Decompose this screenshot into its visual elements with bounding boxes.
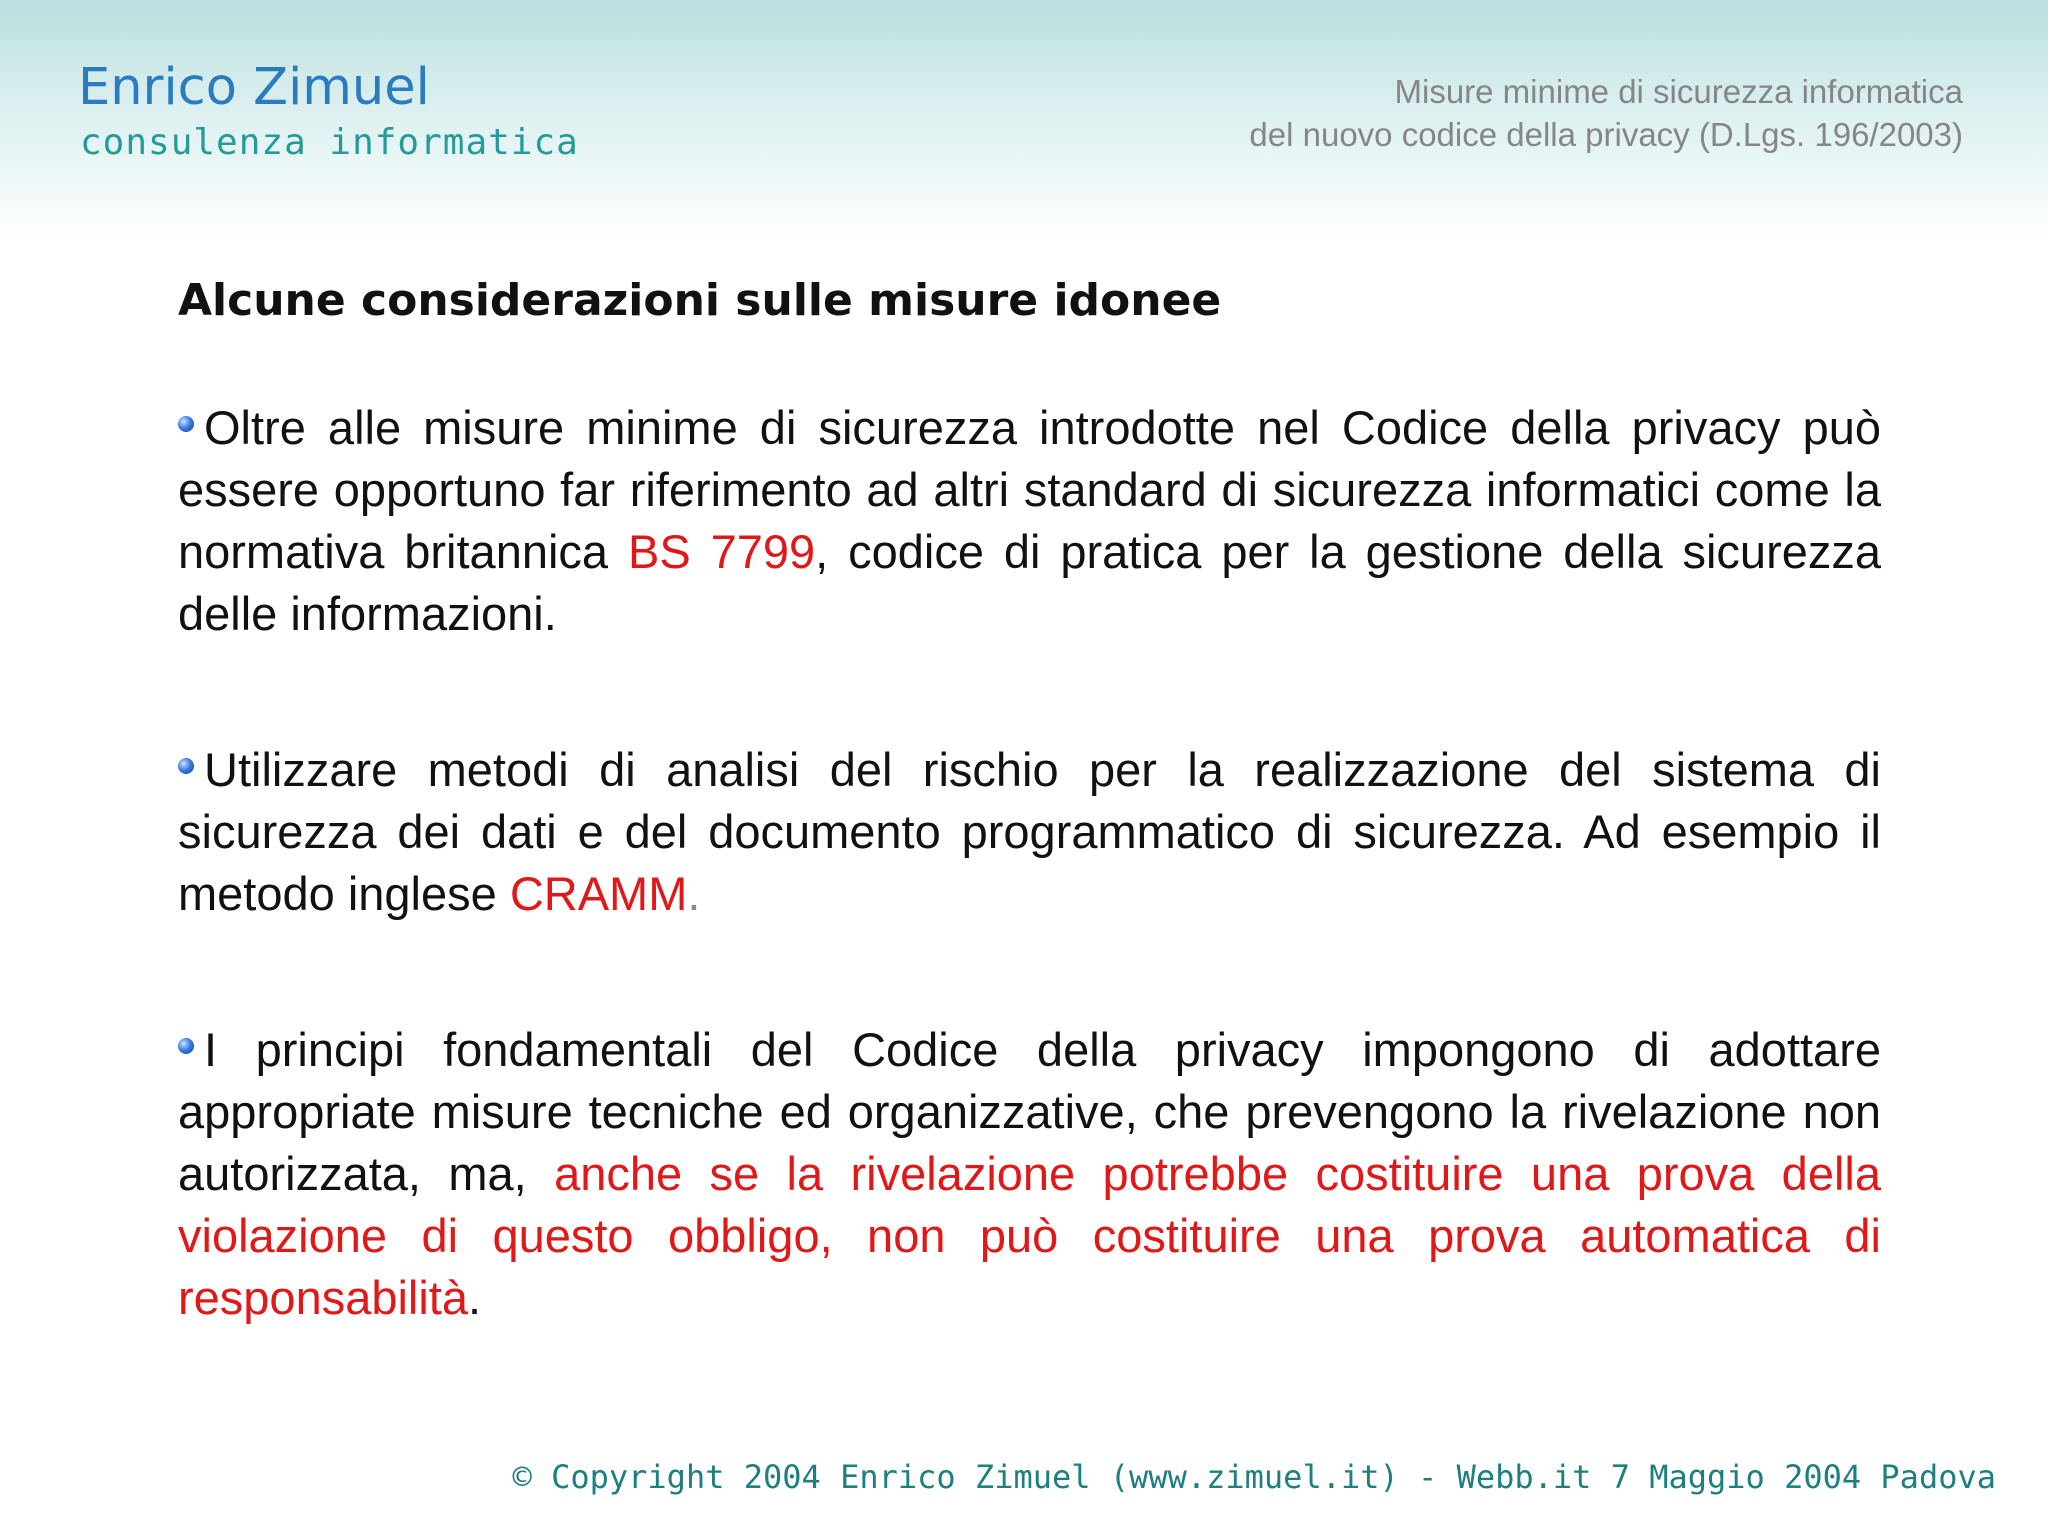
bullet-text: Utilizzare metodi di analisi del rischio per la realizzazione del sistema di sicurezza dei dati e del documento programmatico di sicurezza. Ad esempio il metodo inglese [178, 743, 1881, 920]
footer-copyright: © Copyright 2004 Enrico Zimuel (www.zimuel.it) - Webb.it 7 Maggio 2004 Padova [512, 1458, 1996, 1496]
bullet-text: I principi fondamentali del Codice della privacy impongono di adottare appropriate misure tecniche ed organizzative, che prevengono la rivelazione non autorizzata, ma, [178, 1023, 1881, 1200]
bullet-item [178, 397, 1881, 645]
brand-subtitle: consulenza informatica [80, 122, 579, 163]
presentation-subtitle-line2: del nuovo codice della privacy (D.Lgs. 196/2003) [1249, 116, 1963, 153]
slide-title: Alcune considerazioni sulle misure idonee [178, 275, 1222, 326]
brand-name: Enrico Zimuel [78, 58, 430, 117]
bullet-sphere-icon [178, 416, 194, 432]
bullet-text-end: . [687, 867, 701, 920]
bullet-highlight: anche se la rivelazione potrebbe costituire una prova della violazione di questo obbligo, non può costituire una prova automatica di responsabilità [178, 1147, 1881, 1324]
bullet-item [178, 739, 1881, 925]
bullet-sphere-icon [178, 758, 194, 774]
bullet-text-end: , codice di pratica per la gestione della sicurezza delle informazioni. [178, 525, 1881, 640]
bullet-text-end: . [468, 1271, 482, 1324]
bullet-text: Oltre alle misure minime di sicurezza introdotte nel Codice della privacy può essere opportuno far riferimento ad altri standard di sicurezza informatici come la normativa britannica [178, 401, 1881, 578]
presentation-subtitle [1249, 70, 1963, 156]
slide-header [0, 0, 2048, 240]
bullet-item [178, 1019, 1881, 1329]
presentation-subtitle-line1: Misure minime di sicurezza informatica [1394, 73, 1963, 110]
bullet-highlight: BS 7799 [627, 525, 816, 578]
bullet-sphere-icon [178, 1038, 194, 1054]
bullet-list [178, 397, 1881, 1329]
bullet-highlight: CRAMM [509, 867, 688, 920]
